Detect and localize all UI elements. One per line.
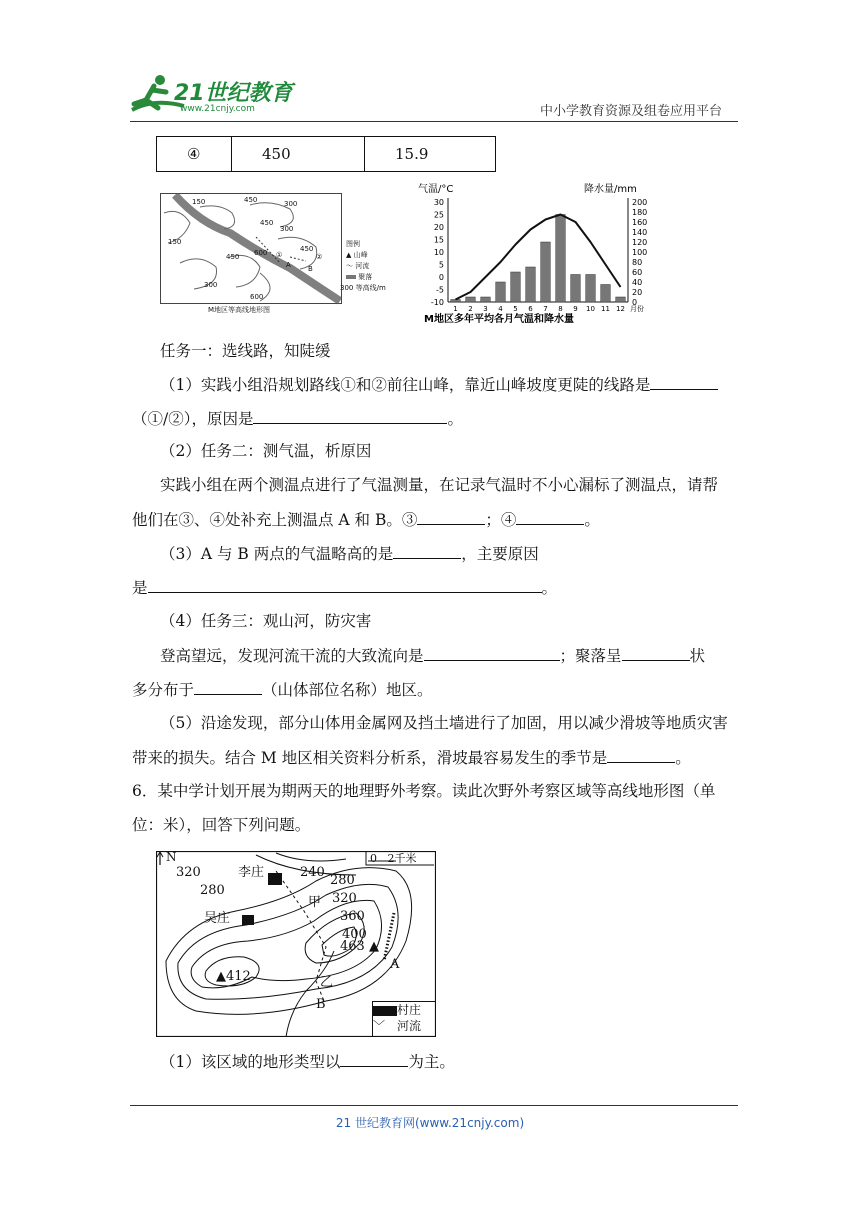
x-tick-label: 5 — [513, 305, 518, 313]
q3-text-c: 是 — [132, 579, 148, 597]
x-tick-label: 10 — [586, 305, 595, 313]
contour-label: 400 — [342, 927, 367, 942]
x-tick-label: 1 — [453, 305, 458, 313]
q1-text-b: （①/②），原因是 — [132, 410, 254, 428]
y-left-tick-label: 20 — [433, 223, 444, 232]
q6-line1: 6．某中学计划开展为期两天的地理野外考察。读此次野外考察区域等高线地形图（单 — [132, 782, 716, 800]
answer-blank[interactable] — [650, 373, 718, 390]
x-tick-label: 3 — [483, 305, 488, 313]
x-axis-unit: 月份 — [630, 305, 644, 313]
y-left-tick-label: 0 — [438, 273, 444, 282]
x-tick-label: 9 — [573, 305, 578, 313]
data-table — [156, 136, 496, 172]
map-legend — [340, 239, 386, 294]
q6-1-line — [132, 1050, 736, 1073]
map-label: 150 — [168, 238, 182, 246]
q3-line1 — [132, 542, 736, 565]
q4-text-d: 多分布于 — [132, 681, 195, 699]
contour-label: 240 — [300, 865, 325, 880]
task1-title: 任务一：选线路，知陡缓 — [160, 342, 331, 360]
climate-svg — [416, 182, 676, 324]
precip-bar — [466, 297, 476, 302]
y-right-tick-label: 120 — [632, 238, 648, 247]
village-label: 李庄 — [238, 865, 265, 880]
contour-label: 360 — [340, 909, 365, 924]
footer-text: 21 世纪教育网(www.21cnjy.com) — [335, 1116, 525, 1130]
answer-blank[interactable] — [516, 508, 584, 525]
q2-title: （2）任务二：测气温，析原因 — [160, 442, 372, 460]
peak-label — [340, 939, 379, 954]
answer-blank[interactable] — [148, 576, 542, 593]
y-right-tick-label: 200 — [632, 198, 648, 207]
north-label: N — [166, 850, 177, 864]
q6-line2: 位：米），回答下列问题。 — [132, 816, 311, 834]
answer-blank[interactable] — [607, 746, 675, 763]
answer-blank[interactable] — [622, 644, 690, 661]
contour-label: 280 — [200, 883, 225, 898]
precip-bar — [526, 267, 536, 302]
q1-line2 — [132, 407, 736, 430]
peak-icon: ▲ — [216, 969, 226, 984]
map-label: 150 — [192, 198, 206, 206]
village-legend-icon — [373, 1006, 397, 1016]
q2-text-d: 。 — [584, 511, 600, 529]
map-label: 300 — [284, 200, 298, 208]
map2-legend — [372, 1001, 435, 1036]
answer-blank[interactable] — [424, 644, 560, 661]
q1-text-a: （1）实践小组沿规划路线①和②前往山峰，靠近山峰坡度更陡的线路是 — [160, 376, 651, 394]
y-right-tick-label: 40 — [632, 278, 643, 287]
y-right-tick-label: 20 — [632, 288, 643, 297]
legend-peak: 山峰 — [353, 251, 368, 259]
answer-blank[interactable] — [340, 1050, 408, 1067]
y-right-tick-label: 180 — [632, 208, 648, 217]
map-label: 450 — [300, 245, 314, 253]
cell-id: ④ — [157, 137, 232, 172]
precip-bar — [616, 297, 626, 302]
map-label: 450 — [226, 253, 240, 261]
logo-url: www.21cnjy.com — [180, 104, 255, 114]
q5-line2 — [132, 746, 736, 769]
village-label: 吴庄 — [204, 911, 231, 926]
q1-line1 — [132, 373, 736, 396]
legend-contour: 300 等高线/m — [340, 284, 386, 292]
q3-text-d: 。 — [541, 579, 558, 597]
scale-label: 0 2千米 — [370, 852, 417, 865]
q4-text-b: ；聚落呈 — [559, 647, 622, 665]
point-label: 甲 — [308, 895, 322, 910]
x-tick-label: 7 — [543, 305, 548, 313]
header-logo — [124, 70, 294, 122]
q4-text-c: 状 — [689, 647, 706, 665]
x-tick-label: 4 — [498, 305, 503, 313]
x-tick-label: 11 — [601, 305, 610, 313]
answer-blank[interactable] — [393, 542, 461, 559]
peak-elevation: 412 — [226, 969, 251, 984]
y-left-tick-label: -5 — [436, 285, 444, 295]
map-label: 300 — [204, 281, 218, 289]
climate-chart — [416, 182, 676, 324]
precip-bar — [541, 242, 551, 302]
x-tick-label: 8 — [558, 305, 563, 313]
map-label: 450 — [244, 196, 258, 204]
platform-name: 中小学教育资源及组卷应用平台 — [539, 104, 722, 119]
map-label: 300 — [280, 225, 294, 233]
q2-text-c: ；④ — [485, 511, 517, 529]
q6-1-text-a: （1）该区域的地形类型以 — [160, 1053, 341, 1071]
map-label: ② — [316, 253, 323, 261]
q3-text-a: （3）A 与 B 两点的气温略高的是 — [160, 545, 394, 563]
x-tick-label: 6 — [528, 305, 533, 313]
precip-bar — [511, 272, 521, 302]
contour-map-m — [160, 193, 400, 315]
precip-bar — [571, 275, 581, 303]
peak-elevation: 463 — [340, 939, 365, 954]
peak-label — [216, 969, 251, 984]
table-row — [157, 137, 496, 172]
q4-text-e: （山体部位名称）地区。 — [262, 681, 433, 699]
cell-elevation: 450 — [232, 137, 365, 172]
precip-bar — [601, 285, 611, 303]
x-tick-label: 12 — [616, 305, 625, 313]
legend-river: 河流 — [397, 1019, 422, 1033]
precip-bar — [451, 300, 461, 303]
q2-text-b: 他们在③、④处补充上测温点 A 和 B。③ — [132, 511, 418, 529]
village-icon — [242, 915, 254, 925]
river-legend-icon: ﹀ — [373, 1019, 386, 1033]
answer-blank[interactable] — [253, 407, 447, 424]
y-left-tick-label: 25 — [433, 210, 444, 220]
map-label: 600 — [254, 249, 268, 257]
point-label: 乙 — [320, 975, 334, 990]
legend-river: 河流 — [355, 262, 370, 270]
precip-bar — [586, 275, 596, 303]
q3-text-b: ，主要原因 — [461, 545, 539, 563]
y-left-tick-label: -10 — [430, 298, 444, 307]
q5-text-b: 带来的损失。结合 M 地区相关资料分析系，滑坡最容易发生的季节是 — [132, 749, 608, 767]
left-axis-title: 气温/°C — [418, 184, 454, 195]
precip-bar — [556, 215, 566, 303]
map-label: ① — [276, 251, 283, 259]
y-left-tick-label: 5 — [438, 260, 444, 270]
point-label: A — [390, 957, 400, 972]
legend-settlement: 聚落 — [358, 273, 373, 281]
y-right-tick-label: 100 — [632, 248, 648, 257]
y-right-tick-label: 160 — [632, 218, 648, 227]
contour-label: 320 — [332, 891, 357, 906]
y-left-tick-label: 10 — [433, 248, 444, 257]
legend-village: 村庄 — [397, 1003, 422, 1017]
map-label: 600 — [250, 293, 264, 301]
y-right-tick-label: 80 — [632, 258, 643, 267]
q3-line2 — [132, 576, 736, 599]
right-axis-title: 降水量/mm — [584, 184, 637, 195]
q4-text-a: 登高望远，发现河流干流的大致流向是 — [160, 647, 424, 665]
logo-text: 21世纪教育 — [174, 81, 293, 106]
q4-line1 — [132, 644, 736, 667]
q5-line1: （5）沿途发现，部分山体用金属网及挡土墙进行了加固，用以减少滑坡等地质灾害 — [160, 714, 728, 732]
river-icon: 〜 — [346, 262, 353, 270]
peak-icon: ▲ — [364, 939, 379, 954]
q1-text-c: 。 — [447, 410, 463, 428]
contour-label: 280 — [330, 873, 355, 888]
q2-line2 — [132, 508, 736, 531]
header-rule — [130, 121, 738, 122]
map-label: B — [308, 265, 313, 273]
q4-title: （4）任务三：观山河，防灾害 — [160, 612, 372, 630]
map-caption: M地区等高线地形图 — [208, 306, 271, 314]
y-right-tick-label: 140 — [632, 228, 648, 237]
peak-icon: ▲ — [346, 251, 352, 259]
precip-bar — [496, 282, 506, 302]
q4-line2 — [132, 678, 736, 701]
footer-rule — [130, 1105, 738, 1106]
q5-text-c: 。 — [675, 749, 691, 767]
map-label: 450 — [260, 219, 274, 227]
map-label: A — [286, 261, 291, 269]
x-tick-label: 2 — [468, 305, 473, 313]
settlement-icon — [346, 275, 356, 279]
chart-caption: M地区多年平均各月气温和降水量 — [424, 314, 574, 324]
q6-1-text-b: 为主。 — [408, 1053, 455, 1071]
contour-label: 320 — [176, 865, 201, 880]
answer-blank[interactable] — [194, 678, 262, 695]
cell-temperature: 15.9 — [365, 137, 496, 172]
precip-bar — [481, 297, 491, 302]
answer-blank[interactable] — [417, 508, 485, 525]
temperature-line — [456, 215, 621, 300]
y-right-tick-label: 0 — [632, 298, 638, 307]
legend-title: 图例 — [346, 240, 360, 248]
point-label: B — [316, 997, 326, 1012]
q2-line1: 实践小组在两个测温点进行了气温测量，在记录气温时不小心漏标了测温点，请帮 — [160, 476, 719, 494]
y-left-tick-label: 30 — [433, 198, 444, 207]
y-left-tick-label: 15 — [433, 235, 444, 245]
village-icon — [268, 873, 282, 885]
contour-map-field-trip — [156, 851, 436, 1037]
y-right-tick-label: 60 — [632, 268, 643, 277]
